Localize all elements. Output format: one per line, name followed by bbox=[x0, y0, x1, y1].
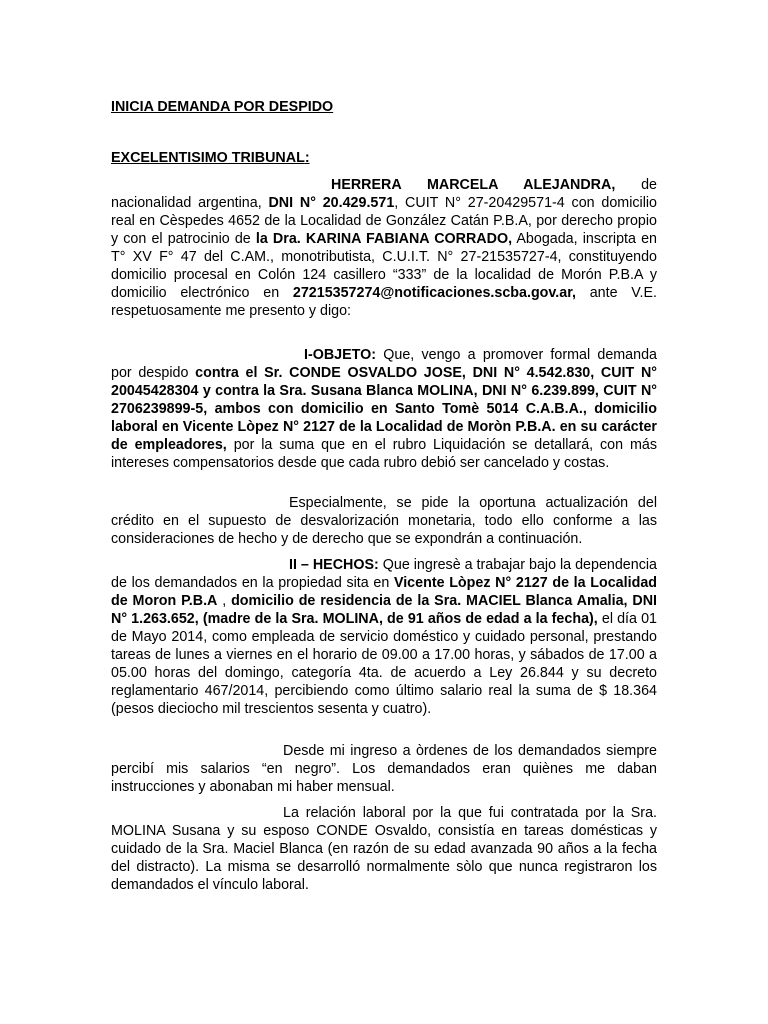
relacion-paragraph bbox=[111, 804, 657, 894]
bold-text-run: Vicente Lòpez N° 2127 de la Localidad de Moron P.B.A bbox=[111, 575, 657, 609]
objeto-paragraph bbox=[111, 346, 657, 472]
text-run: ante V.E. respetuosamente me presento y digo: bbox=[111, 285, 657, 319]
court-address bbox=[111, 150, 310, 166]
text-run: Que ingresè a trabajar bajo la dependencia de los demandados en la propiedad sita en bbox=[111, 557, 657, 591]
bold-text-run: DNI N° 20.429.571 bbox=[268, 195, 395, 211]
document-title: INICIA DEMANDA POR DESPIDO bbox=[111, 99, 334, 115]
text-run: , CUIT N° 27-20429571-4 con domicilio real en Cèspedes 4652 de la Localidad de González Catán P.B.A, por derecho propio y con el patrocinio de bbox=[111, 195, 658, 247]
text-run: Desde mi ingreso a òrdenes de los demandados siempre percibí mis salarios “en negro”. Los demandados eran quiènes me daban instrucciones y abonaban mi haber mensual. bbox=[111, 743, 657, 795]
court-address-colon: : bbox=[304, 150, 310, 166]
bold-text-run: I-OBJETO: bbox=[304, 347, 377, 363]
bold-text-run: II – HECHOS: bbox=[289, 557, 379, 573]
bold-text-run: domicilio de residencia de la Sra. MACIEL Blanca Amalia, DNI N° 1.263.652, (madre de la Sra. MOLINA, de 91 años de edad a la fecha), bbox=[111, 593, 658, 627]
text-run: por la suma que en el rubro Liquidación se detallará, con más intereses compensatorios desde que cada rubro debió ser cancelado y costas. bbox=[111, 437, 657, 471]
text-run: de nacionalidad argentina, bbox=[111, 177, 658, 211]
text-run: el día 01 de Mayo 2014, como empleada de servicio doméstico y cuidado personal, prestando tareas de lunes a viernes en el horario de 09.00 a 17.00 horas, y sábados de 17.00 a 05.00 horas del domingo, categoría 4ta. de acuerdo a Ley 26.844 y su decreto reglamentario 467/2014, percibiendo como último salario real la suma de $ 18.364 (pesos dieciocho mil trescientos sesenta y cuatro). bbox=[111, 611, 657, 717]
hechos-paragraph bbox=[111, 556, 657, 718]
text-run: La relación laboral por la que fui contratada por la Sra. MOLINA Susana y su esposo CONDE Osvaldo, consistía en tareas domésticas y cuidado de la Sra. Maciel Blanca (en razón de su edad avanzada 90 años a la fecha del distracto). La misma se desarrolló normalmente sòlo que nunca registraron los demandados el vínculo laboral. bbox=[111, 805, 657, 893]
text-run: Especialmente, se pide la oportuna actualización del crédito en el supuesto de desvalorización monetaria, todo ello conforme a las consideraciones de hecho y de derecho que se expondrán a continuación. bbox=[111, 495, 657, 547]
text-run: Que, vengo a promover formal demanda por despido bbox=[111, 347, 657, 381]
actualizacion-paragraph bbox=[111, 494, 657, 548]
text-run: , bbox=[217, 593, 232, 609]
bold-text-run: contra el Sr. CONDE OSVALDO JOSE, DNI N° 4.542.830, CUIT N° 20045428304 y contra la Sra. Susana Blanca MOLINA, DNI N° 6.239.899, CUIT N° 2706239899-5, ambos con domicilio en Santo Tomè 5014 C.A.B.A., domicilio laboral en Vicente Lòpez N° 2127 de la Localidad de Moròn P.B.A. en su carácter de empleadores, bbox=[111, 365, 657, 453]
bold-text-run: la Dra. KARINA FABIANA CORRADO, bbox=[255, 231, 513, 247]
bold-text-run: HERRERA MARCELA ALEJANDRA, bbox=[331, 177, 616, 193]
court-address-label: EXCELENTISIMO TRIBUNAL bbox=[111, 150, 305, 166]
text-run: Abogada, inscripta en T° XV F° 47 del C.AM., monotributista, C.U.I.T. N° 27-21535727-4, constituyendo domicilio procesal en Colón 124 casillero “333” de la localidad de Morón P.B.A y domicilio electrónico en bbox=[111, 231, 657, 301]
salarios-paragraph bbox=[111, 742, 657, 796]
bold-text-run: 27215357274@notificaciones.scba.gov.ar, bbox=[292, 285, 576, 301]
intro-paragraph bbox=[111, 176, 657, 320]
